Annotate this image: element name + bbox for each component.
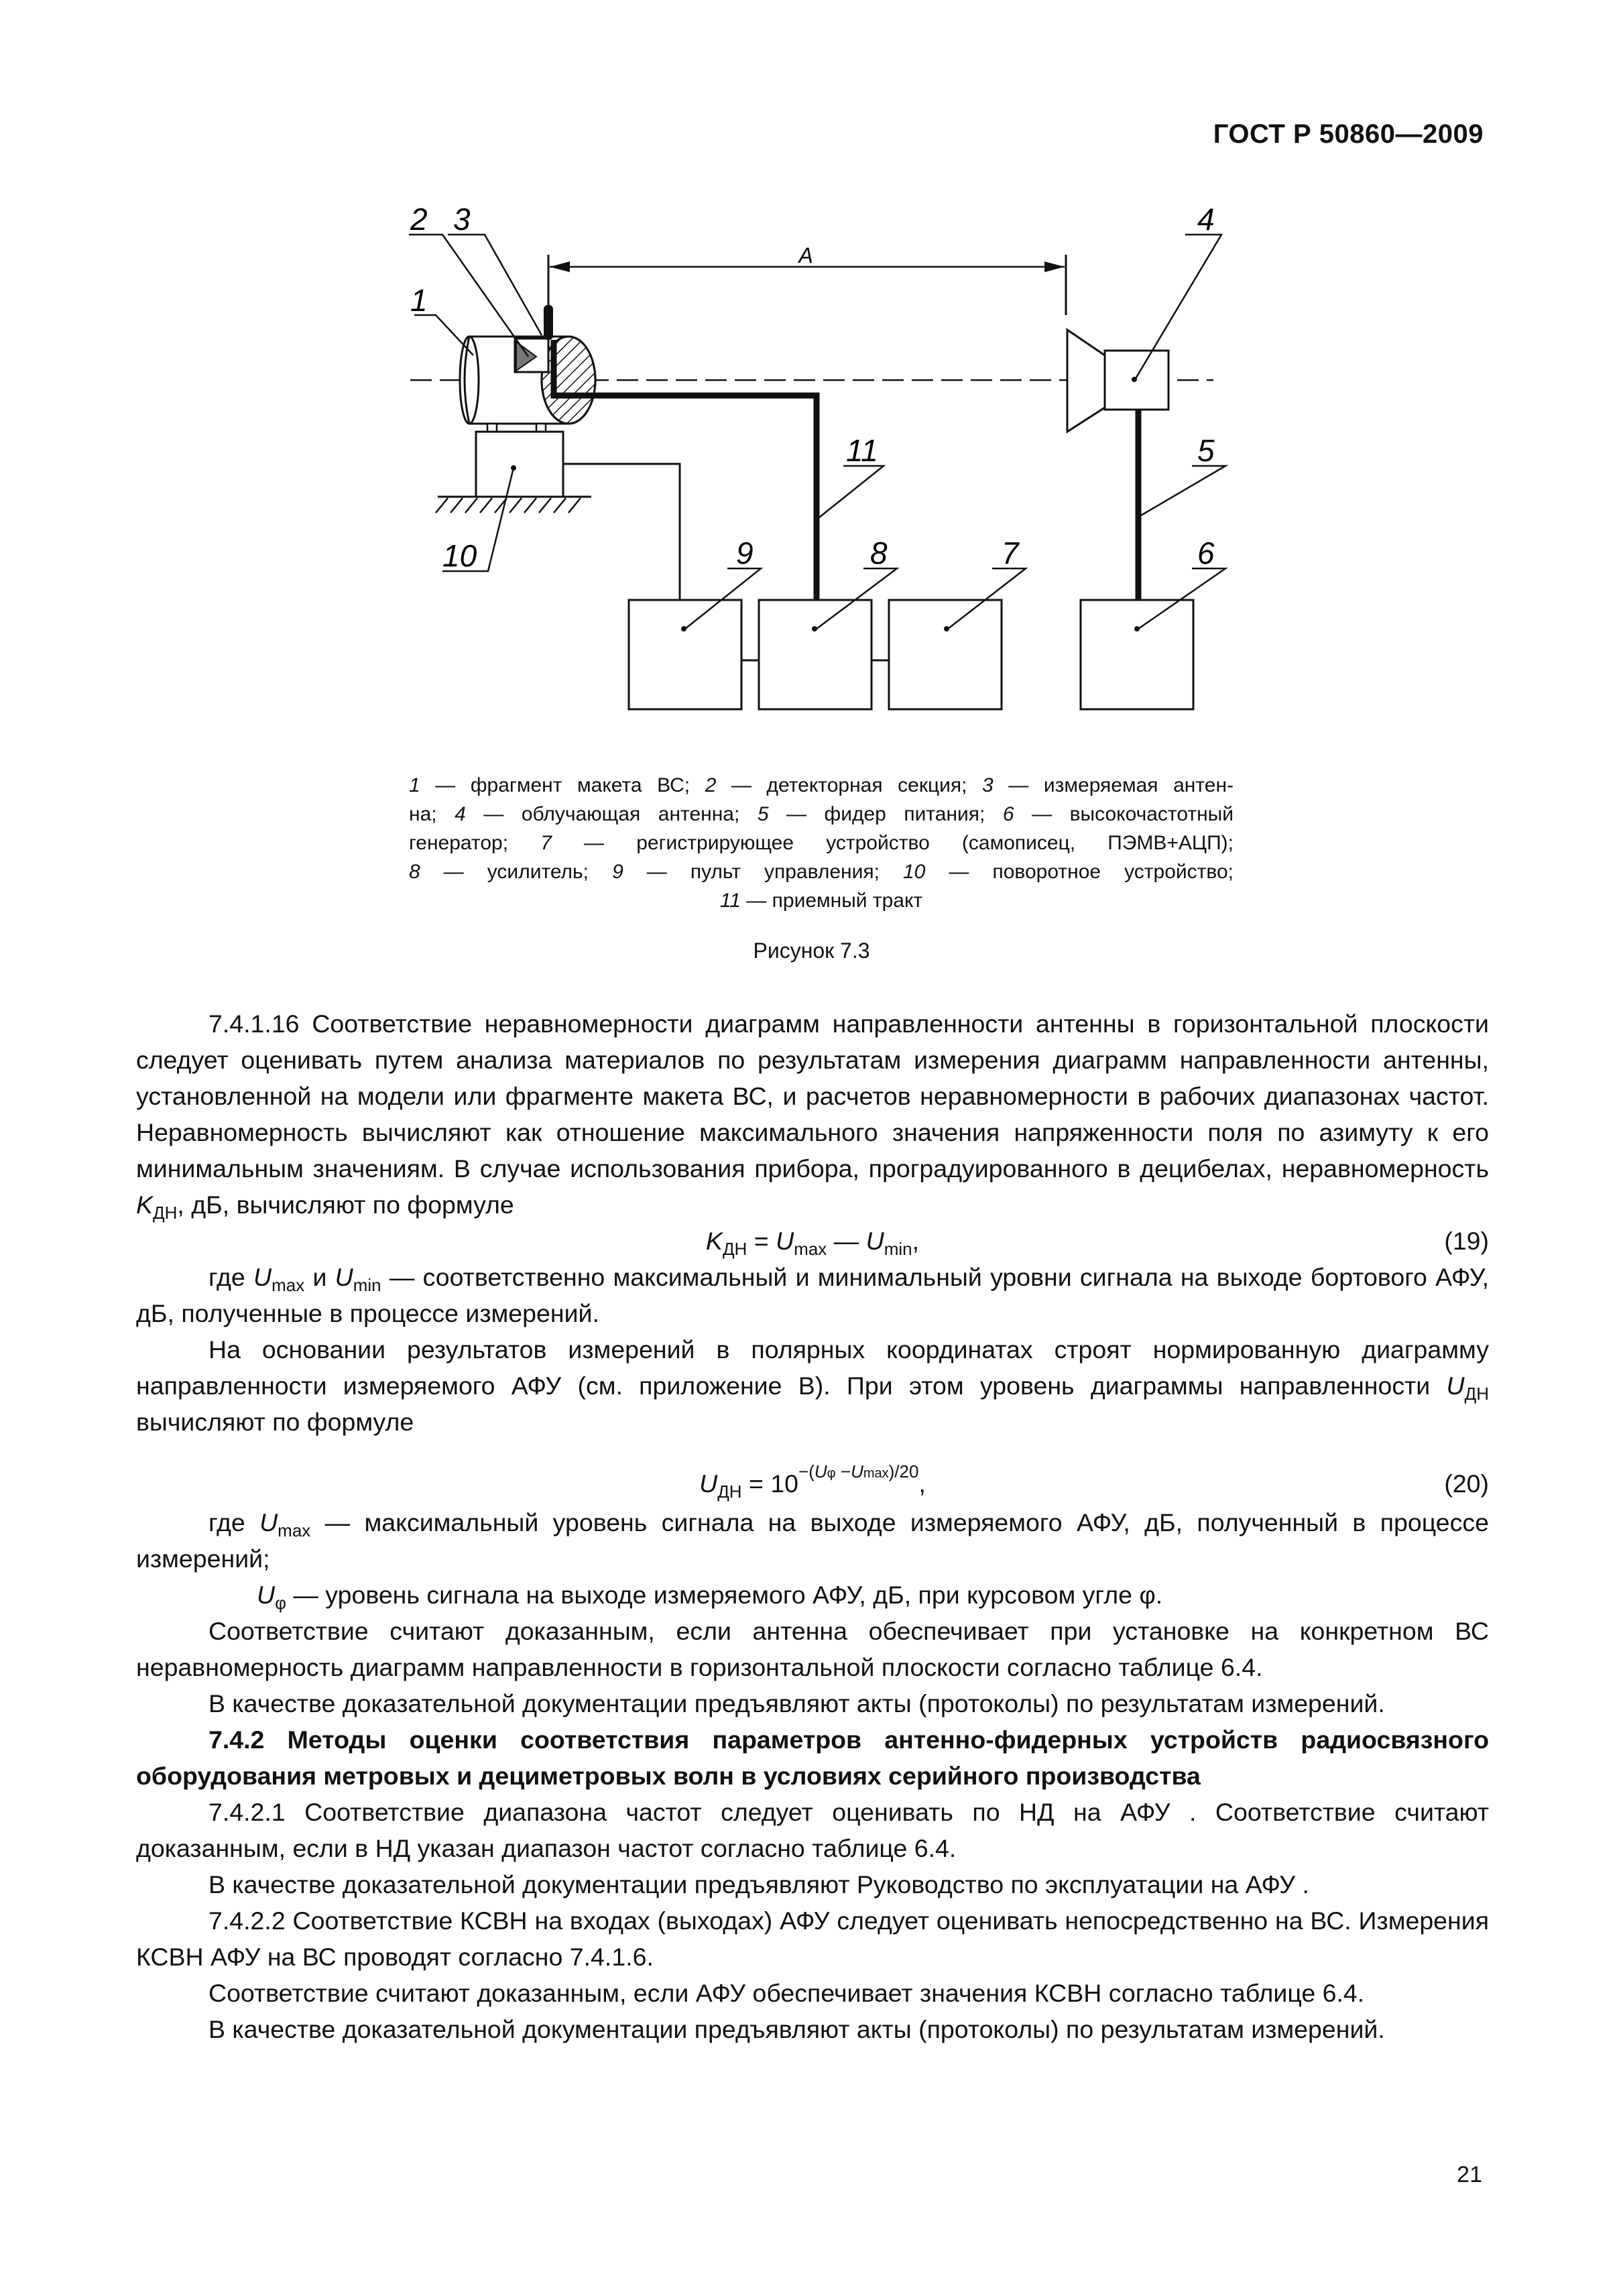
- generator-box: [1081, 600, 1193, 709]
- paragraph-polar: На основании результатов измерений в полярных координатах строят нормированную диаграмму направленности измеряемого АФУ (см. приложение В). При этом уровень диаграммы направленности $U_{ДН}$ вычисляют по формуле: [136, 1335, 1489, 1436]
- paragraph-where-2: где $U_{max}$ — максимальный уровень сигнала на выходе измеряемого АФУ, дБ, полученный в процессе измерений;: [136, 1508, 1489, 1573]
- label-3: 3: [453, 202, 471, 237]
- formula-number-19: (19): [1444, 1227, 1489, 1255]
- paragraph-evidence-3: В качестве доказательной документации предъявляют акты (протоколы) по результатам измерений.: [208, 2015, 1385, 2043]
- paragraph-uphi: $U_\varphi$ — уровень сигнала на выходе измеряемого АФУ, дБ, при курсовом угле φ.: [257, 1581, 1163, 1613]
- document-body: [136, 1006, 1489, 2047]
- paragraph-where-1: где $U_{max}$ и $U_{min}$ — соответственно максимальный и минимальный уровни сигнала на выходе бортового АФУ, дБ, полученные в процессе измерений.: [136, 1263, 1490, 1327]
- label-5: 5: [1197, 433, 1215, 468]
- formula-20: $U_{ДН} = 10^{-(U\varphi -Umax)/20}$, (20): [699, 1461, 1489, 1502]
- paragraph-compliance-2: Соответствие считают доказанным, если АФУ обеспечивает значения КСВН согласно таблице 6.4.: [208, 1979, 1365, 2007]
- page-number: 21: [1457, 2162, 1482, 2187]
- control-wire: [563, 464, 680, 600]
- dimension-line-a: [548, 243, 1066, 315]
- label-8: 8: [870, 536, 888, 570]
- figure-legend: 1 — фрагмент макета ВС; 2 — детекторная секция; 3 — измеряемая антен- на; 4 — облучающая антенна; 5 — фидер питания; 6 — высокочастотный генератор; 7 — регистрирующее устройство (самописец, ПЭМВ+АЦП); 8 — усилитель; 9 — пульт управления; 10 — поворотное устройство; 11 — приемный тракт: [409, 774, 1234, 912]
- irradiating-antenna: [1067, 330, 1168, 432]
- figure-title: Рисунок 7.3: [753, 939, 870, 963]
- label-4: 4: [1197, 202, 1215, 237]
- label-7: 7: [1002, 536, 1019, 570]
- formula-number-20: (20): [1444, 1469, 1489, 1498]
- label-11: 11: [846, 433, 878, 468]
- paragraph-7-4-1-16: 7.4.1.16 Соответствие неравномерности диаграмм направленности антенны в горизонтальной плоскости следует оценивать путем анализа материалов по результатам измерения диаграмм направленности антенны, установленной на модели или фрагменте макета ВС, и расчетов неравномерности в рабочих диапазонах частот. Неравномерность вычисляют как отношение максимального значения напряженности поля по азимуту к его минимальным значениям. В случае использования прибора, проградуированного в децибелах, неравномерность $K_{ДН}$, дБ, вычисляют по формуле: [136, 1010, 1489, 1223]
- label-9: 9: [736, 536, 754, 570]
- paragraph-compliance-1: Соответствие считают доказанным, если антенна обеспечивает при установке на конкретном ВС неравномерность диаграмм направленности в горизонтальной плоскости согласно таблице 6.4.: [136, 1617, 1489, 1681]
- recorder-box: [889, 600, 1002, 709]
- amplifier-box: [759, 600, 871, 709]
- paragraph-7-4-2-2: 7.4.2.2 Соответствие КСВН на входах (выходах) АФУ следует оценивать непосредственно на ВС. Измерения КСВН АФУ на ВС проводят согласно 7.4.1.6.: [136, 1907, 1489, 1971]
- dimension-label: A: [798, 243, 813, 267]
- paragraph-evidence-1: В качестве доказательной документации предъявляют акты (протоколы) по результатам измерений.: [208, 1689, 1385, 1717]
- formula-19: $K_{ДН} = U_{max}$ — $U_{min}$, (19): [136, 1223, 1489, 1259]
- document-header: ГОСТ Р 50860—2009: [1213, 119, 1484, 149]
- control-console-box: [629, 600, 741, 709]
- measurement-setup-diagram: [402, 194, 1234, 731]
- label-2: 2: [410, 202, 428, 237]
- label-1: 1: [410, 283, 428, 318]
- paragraph-evidence-2: В качестве доказательной документации предъявляют Руководство по эксплуатации на АФУ .: [208, 1870, 1309, 1898]
- label-6: 6: [1197, 536, 1215, 570]
- label-10: 10: [442, 538, 477, 573]
- paragraph-7-4-2-1: 7.4.2.1 Соответствие диапазона частот следует оценивать по НД на АФУ . Соответствие считают доказанным, если в НД указан диапазон частот согласно таблице 6.4.: [136, 1798, 1489, 1862]
- measured-antenna: [544, 305, 553, 340]
- section-heading-7-4-2: 7.4.2 Методы оценки соответствия параметров антенно-фидерных устройств радиосвязного оборудования метровых и дециметровых волн в условиях серийного производства: [136, 1726, 1489, 1790]
